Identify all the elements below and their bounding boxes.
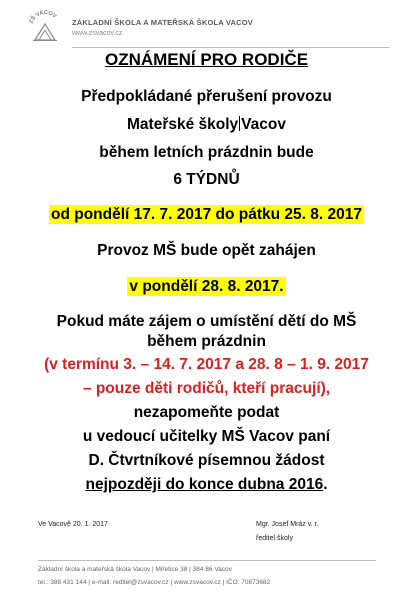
notice-line-weeks: 6 TÝDNŮ — [173, 171, 240, 188]
school-name: ZÁKLADNÍ ŠKOLA A MATEŘSKÁ ŠKOLA VACOV — [72, 18, 254, 27]
closure-period — [0, 206, 413, 224]
reopen-date-line — [0, 278, 413, 296]
notice-line-summer: během letních prázdnin bude — [99, 144, 314, 161]
condition-line-2: – pouze děti rodičů, kteří pracují), — [82, 380, 331, 397]
school-logo-icon — [28, 10, 62, 44]
footer-divider — [38, 560, 376, 561]
interest-line-1: Pokud máte zájem o umístění dětí do MŠ — [56, 313, 357, 330]
place-and-date: Ve Vacově 20. 1. 2017 — [38, 521, 108, 528]
kindergarten-label: Mateřské školy — [127, 116, 239, 133]
interest-line-2: během prázdnin — [147, 333, 266, 350]
request-line-1: nezapomeňte podat — [133, 404, 280, 421]
notice-title: OZNÁMENÍ PRO RODIČE — [104, 50, 309, 69]
reopen-date-highlight: v pondělí 28. 8. 2017. — [129, 278, 284, 295]
condition-line-1: (v termínu 3. – 14. 7. 2017 a 28. 8 – 1. 9. 2017 — [44, 356, 369, 373]
closure-period-highlight: od pondělí 17. 7. 2017 do pátku 25. 8. 2017 — [51, 206, 362, 223]
footer-contacts: tel.: 388 431 144 | e-mail: reditel@zsvacov.cz | www.zsvacov.cz | IČO: 70873682 — [38, 579, 271, 586]
request-line-2: u vedoucí učitelky MŠ Vacov paní — [82, 428, 331, 445]
deadline-line — [0, 476, 413, 494]
header-divider — [72, 47, 390, 48]
school-website[interactable]: www.zsvacov.cz — [72, 30, 123, 37]
deadline-text: nejpozději do konce dubna 2016 — [85, 476, 324, 493]
village-name: Vacov — [241, 116, 286, 133]
footer-address: Základní škola a mateřská škola Vacov | Miřetice 38 | 384 86 Vacov — [38, 566, 232, 573]
letterhead — [28, 8, 388, 48]
deadline-period: . — [323, 476, 328, 493]
signatory-role: ředitel školy — [256, 535, 293, 542]
notice-line-kindergarten — [0, 116, 413, 134]
logo-arc-text: ZŠ VACOV — [28, 10, 58, 25]
signatory-name: Mgr. Josef Mráz v. r. — [256, 521, 319, 528]
reopen-line: Provoz MŠ bude opět zahájen — [97, 242, 316, 259]
notice-line-interruption: Předpokládané přerušení provozu — [81, 88, 332, 105]
request-line-3: D. Čtvrtníkové písemnou žádost — [88, 452, 325, 469]
svg-text:ZŠ VACOV — [29, 10, 58, 24]
